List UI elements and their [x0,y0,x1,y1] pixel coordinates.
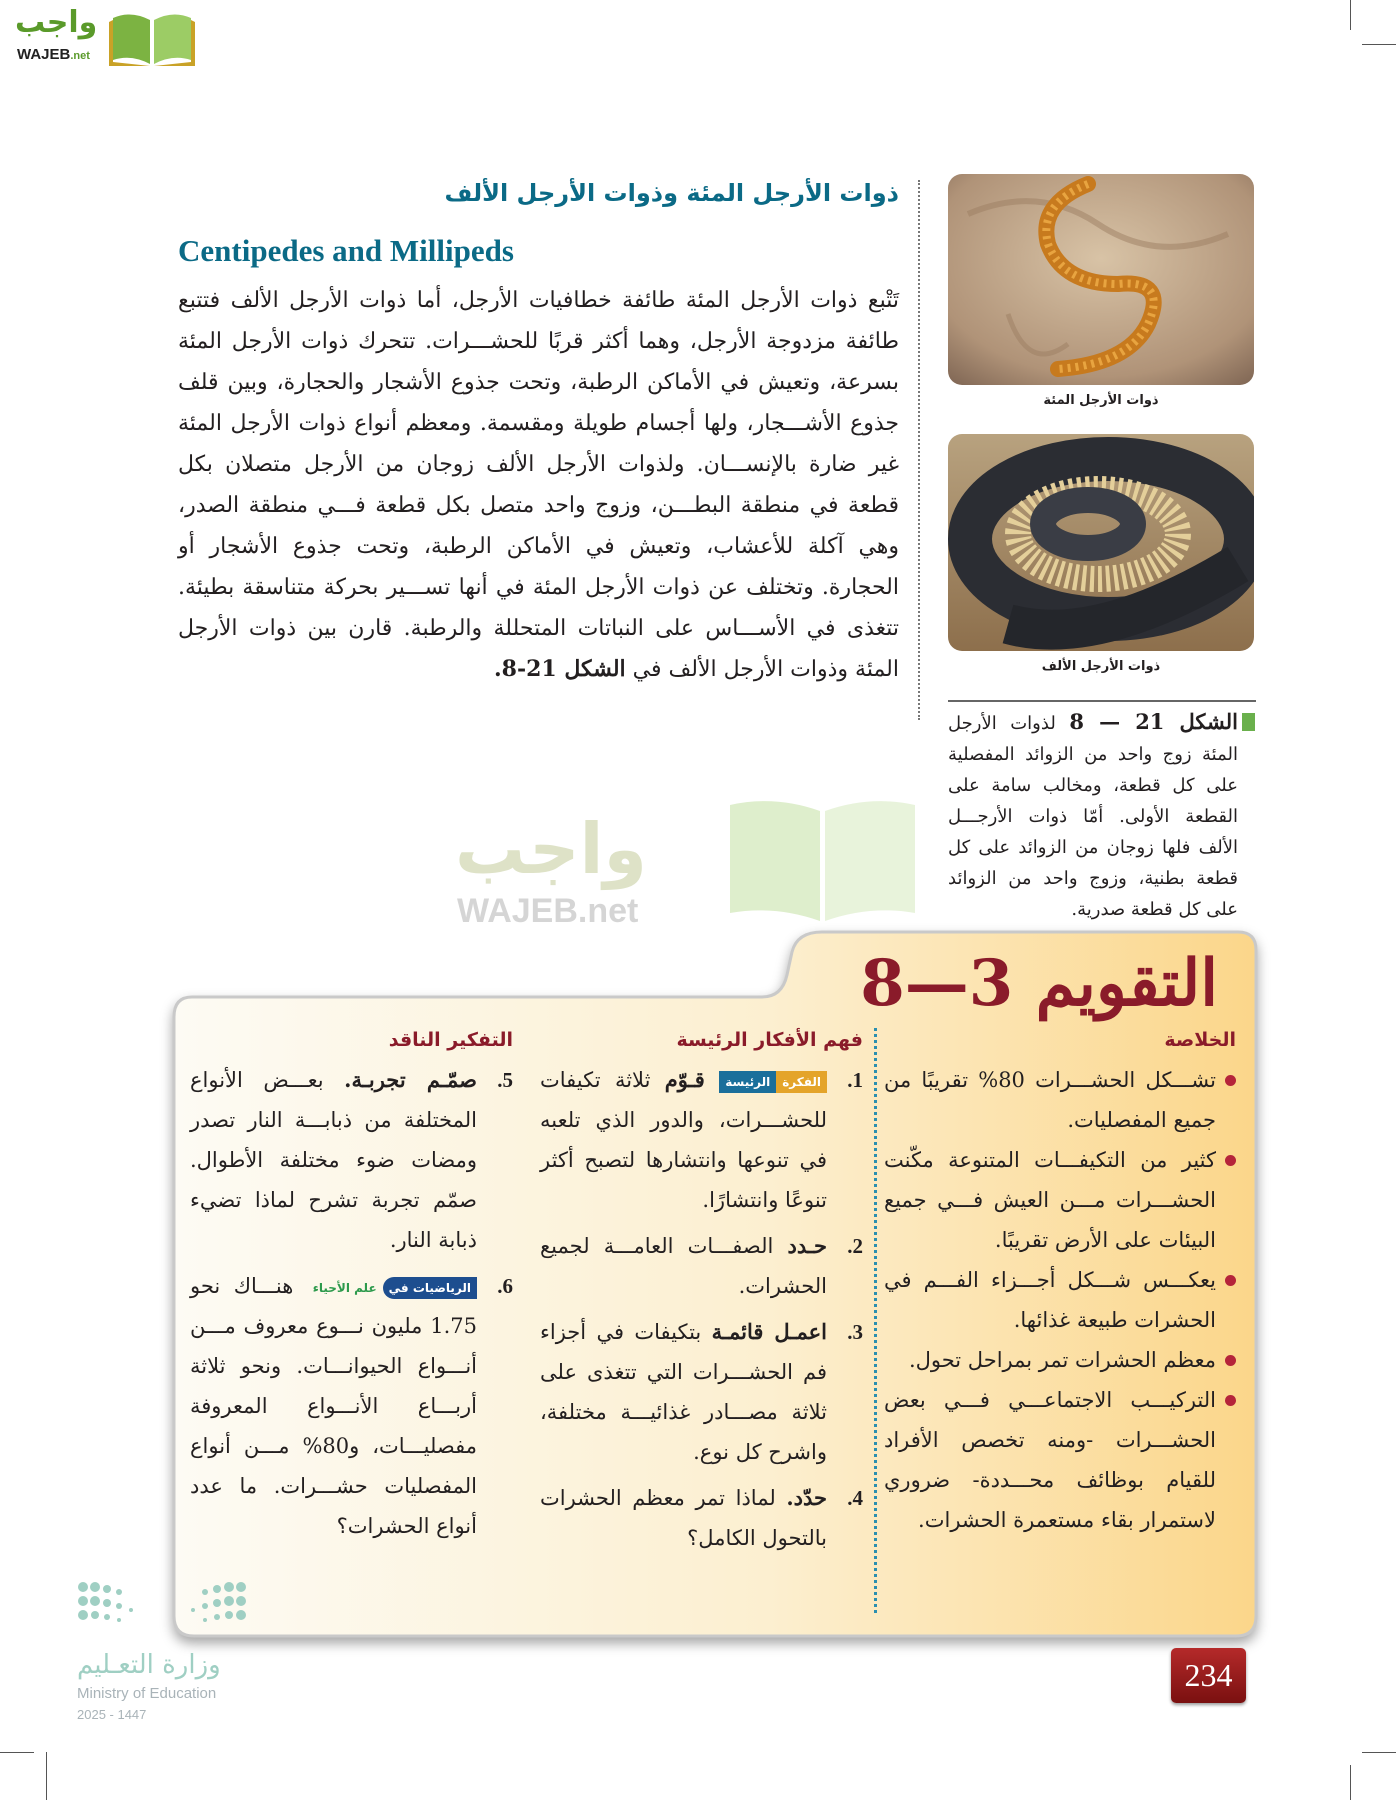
question-text: لماذا تمر معظم الحشرات بالتحول الكامل؟ [540,1486,827,1550]
wajeb-logo[interactable] [9,6,194,66]
main-idea-badge: الرئيسة [719,1071,776,1093]
question-number: 2. [847,1234,863,1258]
crop-mark [1350,1765,1351,1800]
question-text: بعـــض الأنواع المختلفة من ذبابـــة النار تصدر ومضات ضوء مختلفة الأطوال. صمّم تجربة تشرح لماذا تضيء ذبابة النار. [190,1068,477,1252]
question-number: 1. [847,1068,863,1092]
question-verb: حـدد [787,1233,827,1258]
section-heading: ذوات الأرجل المئة وذوات الأرجل الألف [444,179,899,207]
critical-thinking-column [190,1026,513,1552]
main-ideas-heading: فهم الأفكار الرئيسة [676,1029,863,1051]
bullet-icon [1225,1075,1236,1086]
question-text: الصفـــات العامـــة لجميع الحشرات. [540,1234,827,1298]
math-in-biology-badge: علم الأحياء [312,1280,377,1295]
column-divider [874,1028,877,1613]
summary-item [884,1060,1236,1140]
summary-item-text: تشـــكل الحشـــرات 80% تقريبًا من جميع المفصليات. [884,1068,1216,1132]
question-text: ثلاثة تكيفات للحشـــرات، والدور الذي تلعبه في تنوعها وانتشارها لتصبح أكثر تنوعًا وانتشارًا. [540,1068,827,1212]
centipede-image [948,174,1254,385]
question-number: 4. [847,1486,863,1510]
question-text: بتكيفات في أجزاء فم الحشـــرات التي تتغذى على ثلاثة مصـــادر غذائيـــة مختلفة، واشرح كل نوع. [540,1320,827,1464]
question-verb: حدّد. [786,1485,827,1510]
logo-latin: WAJEB.net [17,46,90,63]
question-verb: صمّـم تجربـة. [344,1067,477,1092]
watermark-latin: WAJEB.net [457,892,639,930]
ministry-dots-icon [77,1579,247,1639]
crop-mark [0,1752,34,1753]
crop-mark [1350,0,1351,30]
edition-year: 2025 - 1447 [77,1707,147,1722]
watermark-book-icon [720,795,925,925]
question-verb: قـوّم [664,1067,705,1092]
review-title: التقويم 3—8 [860,946,1218,1021]
question-item [190,1266,513,1546]
question-text: هنـــاك نحو 1.75 مليون نـــوع معروف مـــن أنـــواع الحيوانـــات. ونحو ثلاثة أربـــاع الأنـــواع المعروفة مفصليـــات، و80% مـــن أنواع المفصليات حشـــرات. ما عدد أنواع الحشرات؟ [190,1274,478,1538]
summary-item-text: يعكـــس شـــكل أجـــزاء الفـــم في الحشرات طبيعة غذائها. [884,1268,1216,1332]
summary-item [884,1380,1236,1540]
crop-mark [1362,44,1396,45]
critical-thinking-heading: التفكير الناقد [388,1029,513,1051]
column-divider [918,180,920,720]
body-text: تَتْبع ذوات الأرجل المئة طائفة خطافيات الأرجل، أما ذوات الأرجل الألف فتتبع طائفة مزدوجة الأرجل، وهما أكثر قربًا للحشـــرات. تتحرك ذوات الأرجل المئة بسرعة، وتعيش في الأماكن الرطبة، وتحت جذوع الأشجار والحجارة، وبين قلف جذوع الأشـــجار، ولها أجسام طويلة ومقسمة. ومعظم أنواع ذوات الأرجل المئة غير ضارة بالإنســـان. ولذوات الأرجل الألف زوجان من الأرجل متصلان بكل قطعة في منطقة البطـــن، وزوج واحد متصل بكل قطعة فـــي منطقة الصدر، وهي آكلة للأعشاب، وتعيش في الأماكن الرطبة، وتحت جذوع الأشجار أو الحجارة. وتختلف عن ذوات الأرجل المئة في أنها تســـير بحركة متناسقة بطيئة. تتغذى في الأســـاس على النباتات المتحللة والرطبة. قارن بين ذوات الأرجل المئة وذوات الأرجل الألف في [178,288,899,682]
photo-caption: ذوات الأرجل المئة [1043,393,1159,408]
ministry-name-arabic: وزارة التعـليم [77,1650,221,1680]
main-ideas-column [540,1026,863,1564]
millipede-image [948,434,1254,651]
section-heading-english: Centipedes and Millipeds [178,233,514,268]
ministry-name-english: Ministry of Education [77,1685,217,1702]
bullet-icon [1225,1275,1236,1286]
summary-item [884,1340,1236,1380]
crop-mark [1362,1752,1396,1753]
summary-heading: الخلاصة [1164,1029,1236,1051]
figure-caption-text: لذوات الأرجل المئة زوج واحد من الزوائد المفصلية على كل قطعة، ومخالب سامة على القطعة الأولى. أمّا ذوات الأرجـــل الألف فلها زوجان من الزوائد على كل قطعة بطنية، وزوج واحد من الزوائد على كل قطعة صدرية. [948,713,1238,920]
question-number: 5. [497,1068,513,1092]
math-in-biology-badge: الرياضيات في [383,1277,477,1299]
body-paragraph [178,280,899,690]
summary-item [884,1260,1236,1340]
bullet-icon [1225,1155,1236,1166]
summary-item [884,1140,1236,1260]
logo-arabic: واجب [15,5,98,40]
watermark-arabic: واجب [455,808,648,890]
summary-column [884,1026,1236,1540]
summary-item-text: كثير من التكيفـــات المتنوعة مكّنت الحشـــرات مـــن العيش فـــي جميع البيئات على الأرض تقريبًا. [884,1148,1216,1252]
figure-label: الشكل 21 — 8 [1069,709,1238,734]
centipede-photo [948,174,1254,385]
question-item [540,1312,863,1472]
question-item [540,1060,863,1220]
bullet-icon [1225,1355,1236,1366]
book-icon [109,8,195,66]
question-item [540,1226,863,1306]
main-idea-badge: الفكرة [776,1071,827,1093]
bullet-icon [1225,1395,1236,1406]
figure-caption [948,706,1238,925]
question-number: 6. [497,1274,513,1298]
figure-reference[interactable]: الشكل 21-8. [493,656,626,682]
photo-caption: ذوات الأرجل الألف [1041,659,1161,674]
page-number: 234 [1171,1648,1246,1703]
millipede-photo [948,434,1254,651]
figure-rule [948,700,1256,702]
summary-item-text: معظم الحشرات تمر بمراحل تحول. [908,1348,1216,1372]
ministry-logo [75,1579,255,1729]
question-verb: اعمـل قائمـة [711,1319,827,1344]
crop-mark [46,1752,47,1800]
figure-marker-icon [1242,713,1255,731]
summary-item-text: التركيـــب الاجتماعـــي فـــي بعض الحشـــرات -ومنه تخصص الأفراد للقيام بوظائف محـــددة- ضروري لاستمرار بقاء مستعمرة الحشرات. [884,1388,1216,1532]
question-number: 3. [847,1320,863,1344]
question-item [540,1478,863,1558]
question-item [190,1060,513,1260]
watermark [455,808,925,930]
